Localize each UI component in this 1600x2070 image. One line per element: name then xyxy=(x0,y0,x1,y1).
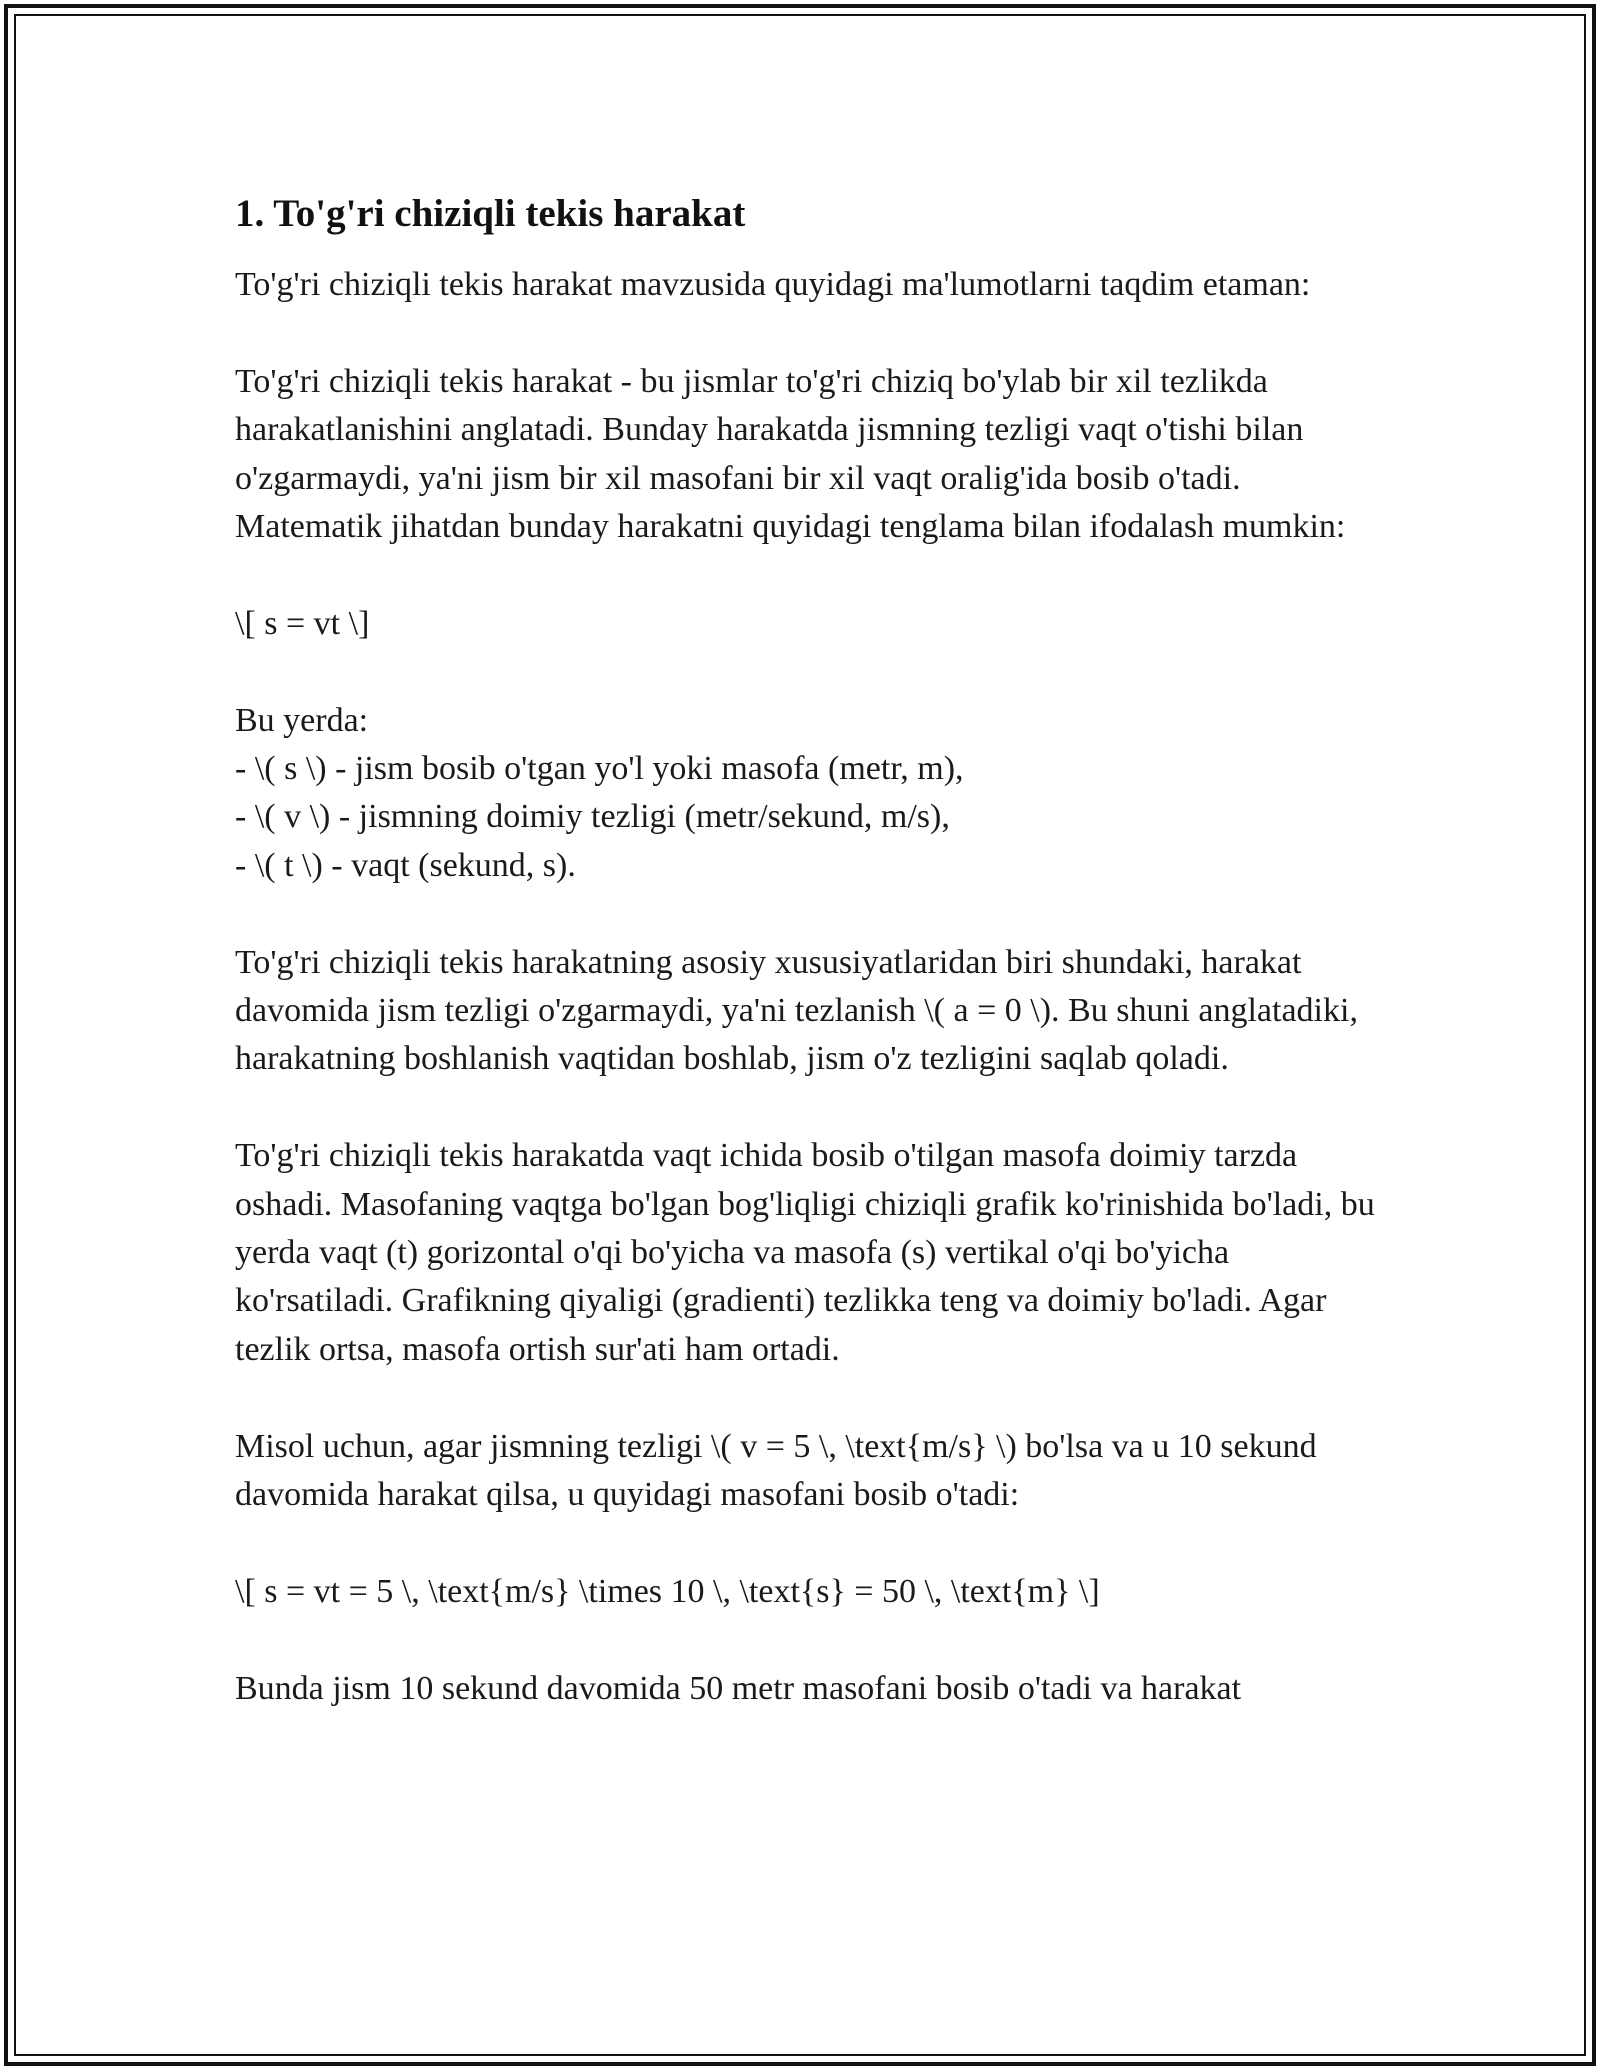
variables-label: Bu yerda: xyxy=(235,701,369,739)
conclusion-paragraph: Bunda jism 10 sekund davomida 50 metr masofani bosib o'tadi va harakat xyxy=(235,1669,1242,1707)
section-heading: 1. To'g'ri chiziqli tekis harakat xyxy=(235,192,746,235)
document-body xyxy=(235,185,1375,1761)
list-item: - \( t \) - vaqt (sekund, s). xyxy=(235,846,576,884)
list-item: - \( s \) - jism bosib o'tgan yo'l yoki masofa (metr, m), xyxy=(235,750,964,788)
formula-distance: \[ s = vt \] xyxy=(235,604,370,642)
intro-paragraph: To'g'ri chiziqli tekis harakat mavzusida quyidagi ma'lumotlarni taqdim etaman: xyxy=(235,266,1311,303)
list-item: - \( v \) - jismning doimiy tezligi (metr/sekund, m/s), xyxy=(235,798,950,836)
definition-paragraph: To'g'ri chiziqli tekis harakat - bu jismlar to'g'ri chiziq bo'ylab bir xil tezlikda harakatlanishini anglatadi. Bunday harakatda jismning tezligi vaqt o'tishi bilan o'zgarmaydi, ya'ni jism bir xil masofani bir xil vaqt oralig'ida bosib o'tadi. Matematik jihatdan bunday harakatni quyidagi tenglama bilan ifodalash mumkin: xyxy=(235,362,1346,546)
example-paragraph: Misol uchun, agar jismning tezligi \( v = 5 \, \text{m/s} \) bo'lsa va u 10 sekund davomida harakat qilsa, u quyidagi masofani bosib o'tadi: xyxy=(235,1427,1317,1514)
formula-example: \[ s = vt = 5 \, \text{m/s} \times 10 \, \text{s} = 50 \, \text{m} \] xyxy=(235,1572,1100,1610)
variables-list xyxy=(235,697,1375,891)
graph-paragraph: To'g'ri chiziqli tekis harakatda vaqt ichida bosib o'tilgan masofa doimiy tarzda oshadi. Masofaning vaqtga bo'lgan bog'liqligi chiziqli grafik ko'rinishida bo'ladi, bu yerda vaqt (t) gorizontal o'qi bo'yicha va masofa (s) vertikal o'qi bo'yicha ko'rsatiladi. Grafikning qiyaligi (gradienti) tezlikka teng va doimiy bo'ladi. Agar tezlik ortsa, masofa ortish sur'ati ham ortadi. xyxy=(235,1137,1375,1368)
property-paragraph: To'g'ri chiziqli tekis harakatning asosiy xususiyatlaridan biri shundaki, harakat davomida jism tezligi o'zgarmaydi, ya'ni tezlanish \( a = 0 \). Bu shuni anglatadiki, harakatning boshlanish vaqtidan boshlab, jism o'z tezligini saqlab qoladi. xyxy=(235,943,1358,1078)
